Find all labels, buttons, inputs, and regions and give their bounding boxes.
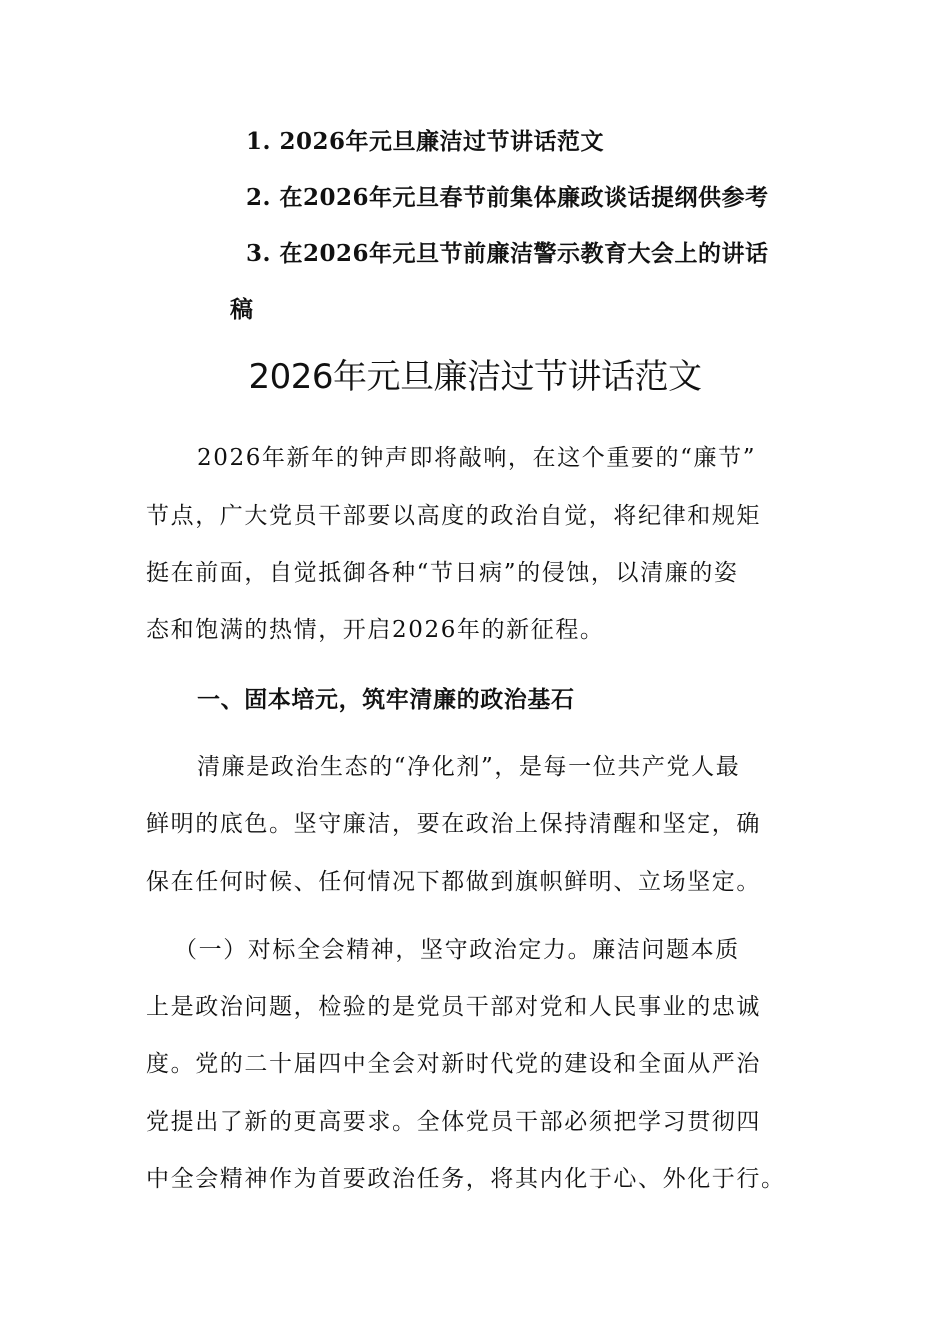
page-title: 2026年元旦廉洁过节讲话范文 <box>248 357 702 397</box>
toc-item-3-continued[interactable]: 稿 <box>230 296 254 323</box>
toc-item-1[interactable]: 1. 2026年元旦廉洁过节讲话范文 <box>246 128 605 155</box>
paragraph-line: 态和饱满的热情，开启2026年的新征程。 <box>146 617 605 643</box>
paragraph-line: 鲜明的底色。坚守廉洁，要在政治上保持清醒和坚定，确 <box>146 811 761 837</box>
toc-item-2[interactable]: 2. 在2026年元旦春节前集体廉政谈话提纲供参考 <box>246 184 769 211</box>
paragraph-line: 保在任何时候、任何情况下都做到旗帜鲜明、立场坚定。 <box>146 869 761 895</box>
toc-item-3[interactable]: 3. 在2026年元旦节前廉洁警示教育大会上的讲话 <box>246 240 769 267</box>
paragraph-line: 上是政治问题，检验的是党员干部对党和人民事业的忠诚 <box>146 994 761 1020</box>
paragraph-line: （一）对标全会精神，坚守政治定力。廉洁问题本质 <box>174 937 740 963</box>
paragraph-line: 党提出了新的更高要求。全体党员干部必须把学习贯彻四 <box>146 1109 761 1135</box>
section-heading: 一、固本培元，筑牢清廉的政治基石 <box>197 686 575 713</box>
paragraph-line: 度。党的二十届四中全会对新时代党的建设和全面从严治 <box>146 1051 761 1077</box>
paragraph-line: 中全会精神作为首要政治任务，将其内化于心、外化于行。 <box>146 1166 786 1192</box>
paragraph-line: 2026年新年的钟声即将敲响，在这个重要的“廉节” <box>197 445 757 471</box>
paragraph-line: 挺在前面，自觉抵御各种“节日病”的侵蚀，以清廉的姿 <box>146 560 739 586</box>
paragraph-line: 清廉是政治生态的“净化剂”，是每一位共产党人最 <box>197 754 741 780</box>
paragraph-line: 节点，广大党员干部要以高度的政治自觉，将纪律和规矩 <box>146 503 761 529</box>
